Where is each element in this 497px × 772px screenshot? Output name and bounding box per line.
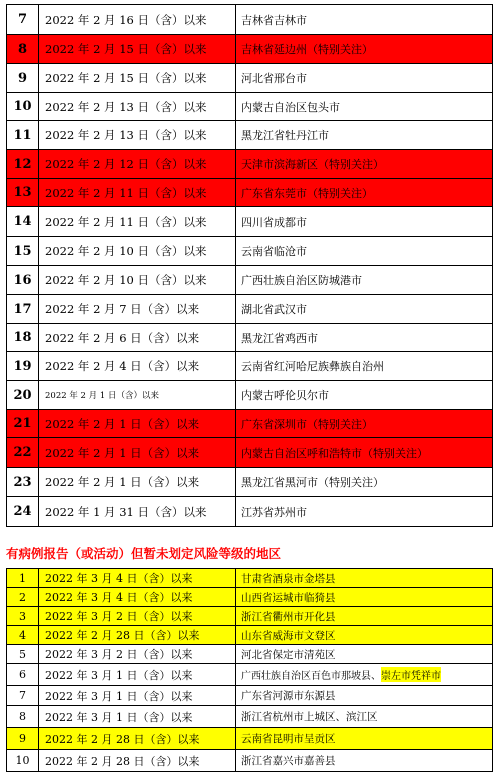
row-number: 6 — [7, 664, 39, 685]
row-number: 10 — [7, 93, 39, 120]
place-cell: 广东省东莞市（特别关注） — [241, 186, 373, 200]
table-row — [6, 588, 493, 607]
place-cell: 天津市滨海新区（特别关注） — [241, 158, 384, 171]
row-number: 22 — [7, 438, 39, 467]
place-cell: 云南省红河哈尼族彝族自治州 — [241, 360, 384, 373]
row-number: 5 — [7, 645, 39, 663]
row-number: 8 — [7, 706, 39, 727]
place-cell: 黑龙江省黑河市（特别关注） — [241, 476, 384, 489]
row-number: 12 — [7, 150, 39, 178]
table-row — [6, 410, 493, 438]
place-cell: 河北省邢台市 — [241, 72, 307, 85]
place-highlight: 崇左市凭祥市 — [381, 667, 441, 682]
row-number: 7 — [7, 686, 39, 705]
place-cell: 广西壮族自治区防城港市 — [241, 274, 362, 287]
unrated-areas-heading: 有病例报告（或活动）但暂未划定风险等级的地区 — [6, 546, 282, 561]
table-row — [6, 626, 493, 645]
table-row — [6, 381, 493, 410]
date-cell: 2022 年 2 月 10 日（含）以来 — [39, 266, 236, 294]
date-cell: 2022 年 2 月 1 日（含）以来 — [39, 381, 236, 409]
row-number: 13 — [7, 179, 39, 206]
date-cell: 2022 年 3 月 1 日（含）以来 — [39, 706, 236, 727]
date-cell: 2022 年 2 月 13 日（含）以来 — [39, 121, 236, 149]
table-row — [6, 607, 493, 626]
place-cell: 云南省临沧市 — [241, 245, 307, 258]
table-row — [6, 150, 493, 179]
date-cell: 2022 年 2 月 28 日（含）以来 — [39, 626, 236, 644]
row-number: 14 — [7, 207, 39, 236]
date-cell: 2022 年 2 月 13 日（含）以来 — [39, 93, 236, 120]
date-cell: 2022 年 2 月 15 日（含）以来 — [39, 35, 236, 63]
table-row — [6, 750, 493, 772]
row-number: 8 — [7, 35, 39, 63]
date-cell: 2022 年 2 月 6 日（含）以来 — [39, 324, 236, 351]
table-row — [6, 93, 493, 121]
table-row — [6, 35, 493, 64]
table-row — [6, 4, 493, 35]
date-cell: 2022 年 2 月 10 日（含）以来 — [39, 237, 236, 265]
row-number: 23 — [7, 468, 39, 496]
table-row — [6, 237, 493, 266]
row-number: 10 — [7, 750, 39, 771]
place-cell: 浙江省嘉兴市嘉善县 — [241, 755, 336, 767]
place-cell: 吉林省吉林市 — [241, 13, 307, 27]
place-cell: 内蒙古自治区呼和浩特市（特别关注） — [241, 446, 428, 460]
row-number: 3 — [7, 607, 39, 625]
place-cell: 广东省深圳市（特别关注） — [241, 417, 373, 431]
date-cell: 2022 年 3 月 1 日（含）以来 — [39, 686, 236, 705]
date-cell: 2022 年 2 月 11 日（含）以来 — [39, 179, 236, 206]
row-number: 16 — [7, 266, 39, 294]
place-cell: 湖北省武汉市 — [241, 303, 307, 316]
row-number: 11 — [7, 121, 39, 149]
date-cell: 2022 年 2 月 15 日（含）以来 — [39, 64, 236, 92]
place-text: 广西壮族自治区百色市那坡县、 — [241, 671, 381, 682]
risk-area-table — [6, 4, 493, 527]
place-cell: 内蒙古呼伦贝尔市 — [241, 389, 329, 402]
date-cell: 2022 年 2 月 11 日（含）以来 — [39, 207, 236, 236]
place-cell: 甘肃省酒泉市金塔县 — [241, 572, 336, 585]
date-cell: 2022 年 2 月 1 日（含）以来 — [39, 438, 236, 467]
place-cell: 山东省威海市文登区 — [241, 629, 336, 642]
table-row — [6, 352, 493, 381]
date-cell: 2022 年 2 月 7 日（含）以来 — [39, 295, 236, 323]
date-cell: 2022 年 2 月 28 日（含）以来 — [39, 728, 236, 749]
table-row — [6, 645, 493, 664]
table-row — [6, 497, 493, 527]
unrated-area-table — [6, 568, 493, 772]
table-row — [6, 64, 493, 93]
date-cell: 2022 年 2 月 1 日（含）以来 — [39, 410, 236, 437]
table-row — [6, 295, 493, 324]
table-row — [6, 207, 493, 237]
row-number: 15 — [7, 237, 39, 265]
place-cell: 黑龙江省牡丹江市 — [241, 129, 329, 142]
place-cell: 江苏省苏州市 — [241, 505, 307, 519]
table-row — [6, 664, 493, 686]
date-cell: 2022 年 2 月 16 日（含）以来 — [39, 5, 236, 34]
row-number: 19 — [7, 352, 39, 380]
place-cell: 浙江省杭州市上城区、滨江区 — [241, 711, 378, 723]
row-number: 9 — [7, 64, 39, 92]
row-number: 9 — [7, 728, 39, 749]
row-number: 1 — [7, 569, 39, 587]
row-number: 17 — [7, 295, 39, 323]
row-number: 21 — [7, 410, 39, 437]
date-cell: 2022 年 3 月 4 日（含）以来 — [39, 569, 236, 587]
date-cell: 2022 年 2 月 1 日（含）以来 — [39, 468, 236, 496]
place-cell: 云南省昆明市呈贡区 — [241, 733, 336, 745]
place-cell: 山西省运城市临猗县 — [241, 591, 336, 604]
table-row — [6, 324, 493, 352]
place-cell — [236, 664, 492, 685]
table-row — [6, 179, 493, 207]
date-cell: 2022 年 2 月 12 日（含）以来 — [39, 150, 236, 178]
date-cell: 2022 年 3 月 2 日（含）以来 — [39, 607, 236, 625]
place-cell: 广东省河源市东源县 — [241, 690, 336, 702]
date-cell: 2022 年 1 月 31 日（含）以来 — [39, 497, 236, 526]
place-cell: 吉林省延边州（特别关注） — [241, 43, 373, 56]
date-cell: 2022 年 2 月 28 日（含）以来 — [39, 750, 236, 771]
table-row — [6, 468, 493, 497]
table-row — [6, 438, 493, 468]
date-cell: 2022 年 3 月 1 日（含）以来 — [39, 664, 236, 685]
row-number: 7 — [7, 5, 39, 34]
place-cell: 内蒙古自治区包头市 — [241, 100, 340, 114]
place-cell: 黑龙江省鸡西市 — [241, 331, 318, 345]
table-row — [6, 266, 493, 295]
date-cell: 2022 年 2 月 4 日（含）以来 — [39, 352, 236, 380]
row-number: 4 — [7, 626, 39, 644]
place-cell: 河北省保定市清苑区 — [241, 648, 336, 661]
table-row — [6, 686, 493, 706]
place-cell: 四川省成都市 — [241, 215, 307, 229]
row-number: 24 — [7, 497, 39, 526]
row-number: 2 — [7, 588, 39, 606]
table-row — [6, 121, 493, 150]
place-cell: 浙江省衢州市开化县 — [241, 610, 336, 623]
date-cell: 2022 年 3 月 2 日（含）以来 — [39, 645, 236, 663]
table-row — [6, 568, 493, 588]
table-row — [6, 728, 493, 750]
date-cell: 2022 年 3 月 4 日（含）以来 — [39, 588, 236, 606]
row-number: 18 — [7, 324, 39, 351]
table-row — [6, 706, 493, 728]
row-number: 20 — [7, 381, 39, 409]
